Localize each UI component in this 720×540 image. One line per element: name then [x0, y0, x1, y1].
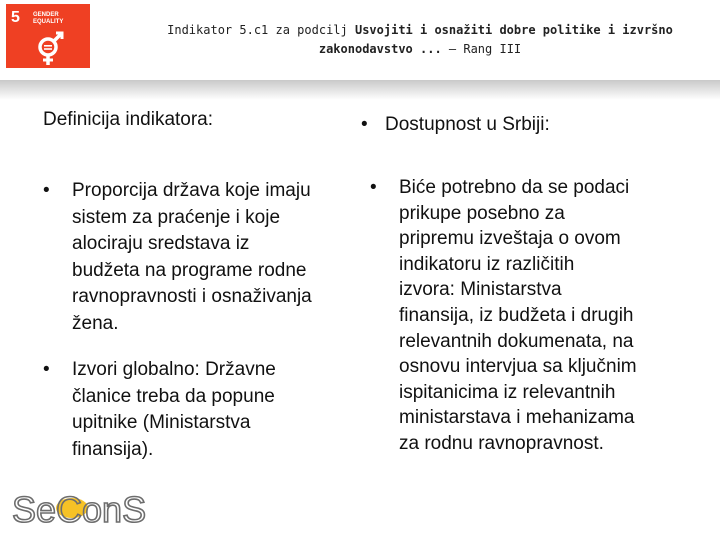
line: relevantnih dokumenata, na [399, 330, 634, 352]
line: žena. [72, 312, 119, 334]
sdg5-badge [6, 4, 90, 68]
title-prefix: Indikator 5.c1 za podcilj [167, 23, 355, 37]
line: sistem za praćenje i koje [72, 206, 281, 228]
svg-text:SeConS: SeConS [12, 489, 147, 530]
line: osnovu intervjua sa ključnim [399, 356, 637, 378]
line: upitnike (Ministarstva [72, 412, 251, 433]
line: Proporcija država koje imaju [72, 180, 311, 201]
title-bold-line2: zakonodavstvo ... [318, 42, 442, 56]
left-heading: Definicija indikatora: [43, 109, 214, 130]
right-heading-text: Dostupnost u Srbiji: [385, 114, 550, 135]
line: za rodnu ravnopravnost. [399, 432, 604, 454]
slide-title-line1 [120, 23, 720, 37]
heading-bullet-marker: • [361, 114, 368, 135]
gender-equality-icon [32, 30, 68, 66]
line: prikupe posebno za [399, 202, 565, 224]
line: izvora: Ministarstva [399, 279, 562, 301]
line: finansija, iz budžeta i drugih [399, 304, 634, 326]
sdg-number: 5 [11, 9, 20, 26]
line: finansija). [72, 438, 154, 460]
sdg-label [33, 12, 63, 26]
sdg-label-line1: GENDER [33, 12, 59, 18]
header-divider [0, 80, 720, 100]
title-suffix: – Rang III [441, 42, 522, 56]
line: budžeta na programe rodne [72, 259, 307, 281]
line: ravnopravnosti i osnaživanja [72, 286, 312, 307]
bullet-text [399, 175, 637, 457]
line: alociraju sredstava iz [72, 233, 250, 254]
line: Izvori globalno: Državne [72, 359, 276, 380]
bullet-marker: • [43, 180, 50, 201]
bullet-text [72, 357, 276, 463]
line: pripremu izveštaja o ovom [399, 228, 621, 250]
bullet-marker: • [370, 177, 377, 198]
title-bold: Usvojiti i osnažiti dobre politike i izvršno [354, 23, 673, 37]
line: indikatoru iz različitih [399, 253, 575, 275]
line: Biće potrebno da se podaci [399, 177, 630, 198]
slide-title-line2 [120, 42, 720, 56]
line: ministarstava i mehanizama [399, 407, 635, 429]
line: ispitanicima iz relevantnih [399, 381, 616, 403]
secons-logo [10, 484, 150, 534]
bullet-marker: • [43, 359, 50, 380]
line: članice treba da popune [72, 385, 275, 407]
sdg-label-line2: EQUALITY [33, 19, 64, 25]
bullet-text [72, 178, 312, 337]
